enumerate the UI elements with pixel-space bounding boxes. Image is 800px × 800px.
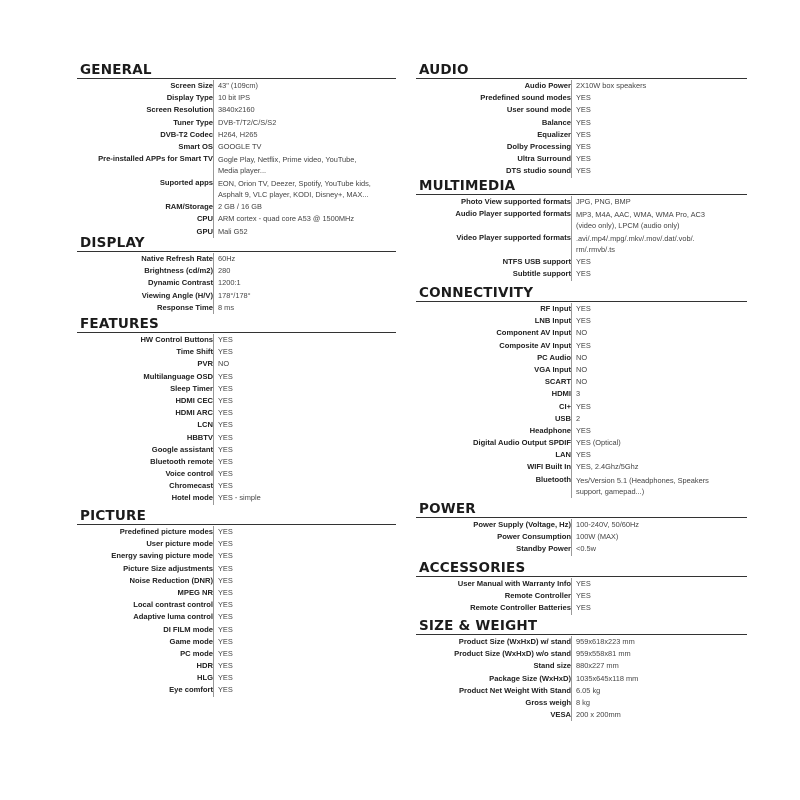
spec-value: YES bbox=[576, 166, 591, 176]
spec-label: HW Control Buttons bbox=[140, 335, 213, 344]
spec-label: Headphone bbox=[529, 425, 571, 435]
spec-label: SCART bbox=[544, 377, 571, 387]
section-title: AUDIO bbox=[419, 62, 469, 78]
spec-row-user-sound-mode bbox=[416, 104, 747, 116]
spec-row-remote-controller-batteries bbox=[416, 602, 747, 614]
spec-label: Digital Audio Output SPDIF bbox=[472, 438, 571, 448]
section-title: POWER bbox=[419, 501, 476, 517]
spec-row-product-net-weight-with-stand bbox=[416, 685, 747, 697]
spec-rows bbox=[416, 578, 747, 615]
spec-value: Gogle Play, Netflix, Prime video, YouTube, Media player... bbox=[218, 155, 357, 176]
spec-label: Remote Controller bbox=[504, 591, 571, 601]
spec-label: Power Consumption bbox=[497, 532, 571, 542]
spec-value: 280 bbox=[218, 266, 231, 276]
spec-rows bbox=[77, 526, 396, 697]
spec-label: DTS studio sound bbox=[506, 166, 571, 176]
spec-value: 200 x 200mm bbox=[576, 710, 621, 720]
spec-value: JPG, PNG, BMP bbox=[576, 197, 631, 206]
spec-value: Mali G52 bbox=[218, 226, 248, 236]
spec-row-hdmi bbox=[416, 388, 747, 400]
spec-row-vesa bbox=[416, 709, 747, 721]
section-title: GENERAL bbox=[80, 62, 152, 78]
spec-row-gross-weigh bbox=[416, 697, 747, 709]
spec-label: MPEG NR bbox=[177, 587, 213, 597]
spec-rows bbox=[416, 303, 747, 498]
spec-value: YES bbox=[576, 340, 591, 350]
spec-row-hbbtv bbox=[77, 432, 396, 444]
spec-value: YES bbox=[218, 371, 233, 381]
spec-value: 959x618x223 mm bbox=[576, 637, 635, 646]
spec-label: Product Size (WxHxD) w/o stand bbox=[454, 649, 571, 659]
spec-row-multilanguage-osd bbox=[77, 371, 396, 383]
spec-value: 8 kg bbox=[576, 697, 590, 707]
spec-value: YES bbox=[576, 304, 591, 313]
section-title: ACCESSORIES bbox=[419, 560, 526, 576]
spec-value: YES bbox=[576, 269, 591, 279]
spec-value: 3840x2160 bbox=[218, 105, 255, 115]
spec-value: YES bbox=[576, 603, 591, 613]
spec-rows bbox=[77, 253, 396, 314]
spec-row-viewing-angle-h-v bbox=[77, 290, 396, 302]
spec-value: YES bbox=[218, 624, 233, 634]
spec-row-user-picture-mode bbox=[77, 538, 396, 550]
spec-label: User Manual with Warranty Info bbox=[457, 579, 571, 588]
section-divider bbox=[77, 332, 396, 333]
spec-value: DVB-T/T2/C/S/S2 bbox=[218, 117, 277, 127]
spec-row-user-manual-with-warranty-info bbox=[416, 578, 747, 590]
spec-row-digital-audio-output-spdif bbox=[416, 437, 747, 449]
spec-value: YES bbox=[218, 420, 233, 430]
section-divider bbox=[416, 576, 747, 577]
spec-value: EON, Orion TV, Deezer, Spotify, YouTube kids, Asphalt 9, VLC player, KODI, Disney+, MAX... bbox=[218, 179, 371, 200]
spec-row-smart-os bbox=[77, 141, 396, 153]
spec-row-picture-size-adjustments bbox=[77, 563, 396, 575]
spec-row-pre-installed-apps-for-smart-tv bbox=[77, 153, 396, 177]
spec-row-pc-audio bbox=[416, 352, 747, 364]
spec-row-dolby-processing bbox=[416, 141, 747, 153]
spec-row-suported-apps bbox=[77, 177, 396, 201]
spec-row-usb bbox=[416, 413, 747, 425]
spec-value: 2X10W box speakers bbox=[576, 81, 647, 90]
spec-row-bluetooth bbox=[416, 474, 747, 498]
spec-rows bbox=[416, 519, 747, 556]
spec-row-energy-saving-picture-mode bbox=[77, 550, 396, 562]
spec-value: YES bbox=[576, 316, 591, 326]
spec-rows bbox=[77, 80, 396, 238]
spec-label: Screen Size bbox=[170, 81, 213, 90]
spec-label: CI+ bbox=[558, 401, 571, 411]
spec-value: 959x558x81 mm bbox=[576, 649, 631, 659]
spec-value: NO bbox=[576, 364, 588, 374]
spec-label: Package Size (WxHxD) bbox=[489, 673, 571, 683]
spec-label: Audio Player supported formats bbox=[455, 209, 571, 219]
spec-label: NTFS USB support bbox=[502, 257, 571, 267]
spec-value: 10 bit IPS bbox=[218, 93, 251, 103]
spec-label: HDMI bbox=[551, 389, 571, 399]
section-divider bbox=[416, 78, 747, 79]
spec-value: YES bbox=[576, 154, 591, 164]
section-divider bbox=[416, 194, 747, 195]
section-title: CONNECTIVITY bbox=[419, 285, 534, 301]
spec-label: Time Shift bbox=[176, 347, 213, 357]
spec-value: 8 ms bbox=[218, 302, 235, 312]
spec-row-hw-control-buttons bbox=[77, 334, 396, 346]
spec-value: YES bbox=[218, 587, 233, 597]
spec-label: Stand size bbox=[533, 661, 571, 671]
spec-label: Brightness (cd/m2) bbox=[144, 266, 213, 276]
spec-row-voice-control bbox=[77, 468, 396, 480]
spec-row-screen-size bbox=[77, 80, 396, 92]
spec-row-balance bbox=[416, 117, 747, 129]
spec-row-dts-studio-sound bbox=[416, 165, 747, 177]
spec-row-hdmi-arc bbox=[77, 407, 396, 419]
spec-row-lan bbox=[416, 449, 747, 461]
spec-value: YES bbox=[576, 425, 591, 435]
spec-row-local-contrast-control bbox=[77, 599, 396, 611]
spec-value: YES bbox=[576, 117, 591, 127]
spec-label: Smart OS bbox=[178, 141, 213, 151]
spec-value: YES bbox=[218, 648, 233, 658]
spec-label: Pre-installed APPs for Smart TV bbox=[98, 154, 213, 164]
spec-row-tuner-type bbox=[77, 117, 396, 129]
spec-label: Product Net Weight With Stand bbox=[458, 685, 571, 695]
spec-label: LAN bbox=[555, 450, 571, 460]
spec-row-lcn bbox=[77, 419, 396, 431]
spec-value: YES bbox=[218, 600, 233, 610]
section-title: SIZE & WEIGHT bbox=[419, 618, 538, 634]
spec-label: Audio Power bbox=[524, 81, 571, 90]
spec-label: Remote Controller Batteries bbox=[470, 603, 571, 613]
section-divider bbox=[416, 517, 747, 518]
spec-row-pvr bbox=[77, 358, 396, 370]
spec-value: YES bbox=[218, 673, 233, 683]
spec-row-subtitle-support bbox=[416, 268, 747, 280]
spec-label: Sleep Timer bbox=[170, 383, 213, 393]
spec-value: 2 bbox=[576, 413, 581, 423]
spec-label: PC Audio bbox=[537, 352, 571, 362]
spec-value: YES bbox=[576, 257, 591, 267]
spec-value: 880x227 mm bbox=[576, 661, 619, 671]
spec-row-video-player-supported-formats bbox=[416, 232, 747, 256]
spec-value: ARM cortex - quad core A53 @ 1500MHz bbox=[218, 214, 355, 224]
spec-row-sleep-timer bbox=[77, 383, 396, 395]
spec-label: WIFI Built In bbox=[527, 462, 571, 472]
spec-label: LNB Input bbox=[534, 316, 571, 326]
spec-label: Screen Resolution bbox=[146, 105, 213, 115]
spec-row-brightness-cd-m2 bbox=[77, 265, 396, 277]
spec-row-vga-input bbox=[416, 364, 747, 376]
spec-value: YES bbox=[576, 105, 591, 115]
spec-row-dynamic-contrast bbox=[77, 277, 396, 289]
spec-label: Subtitle support bbox=[512, 269, 571, 279]
spec-label: USB bbox=[554, 413, 571, 423]
spec-value: NO bbox=[576, 352, 588, 362]
spec-value: 6.05 kg bbox=[576, 685, 601, 695]
spec-value: YES bbox=[218, 444, 233, 454]
spec-label: Eye comfort bbox=[169, 685, 213, 695]
spec-row-game-mode bbox=[77, 636, 396, 648]
spec-label: HLG bbox=[196, 673, 213, 683]
spec-value: YES bbox=[218, 636, 233, 646]
spec-label: DI FILM mode bbox=[163, 624, 213, 634]
spec-value: NO bbox=[218, 359, 230, 369]
spec-value: NO bbox=[576, 377, 588, 387]
spec-label: PVR bbox=[197, 359, 213, 369]
spec-label: GPU bbox=[196, 226, 213, 236]
spec-row-noise-reduction-dnr bbox=[77, 575, 396, 587]
spec-row-hlg bbox=[77, 672, 396, 684]
spec-row-audio-player-supported-formats bbox=[416, 208, 747, 232]
spec-row-power-supply-voltage-hz bbox=[416, 519, 747, 531]
spec-label: Equalizer bbox=[537, 129, 571, 139]
spec-rows bbox=[77, 334, 396, 505]
spec-row-ram-storage bbox=[77, 201, 396, 213]
spec-label: User picture mode bbox=[146, 539, 213, 549]
spec-label: Tuner Type bbox=[173, 117, 213, 127]
spec-label: Balance bbox=[541, 117, 571, 127]
spec-value: YES bbox=[218, 456, 233, 466]
spec-row-composite-av-input bbox=[416, 340, 747, 352]
spec-row-google-assistant bbox=[77, 444, 396, 456]
spec-value: 100W (MAX) bbox=[576, 532, 619, 542]
spec-value: YES bbox=[576, 129, 591, 139]
spec-label: DVB-T2 Codec bbox=[160, 129, 213, 139]
spec-label: Dynamic Contrast bbox=[148, 278, 213, 288]
spec-row-headphone bbox=[416, 425, 747, 437]
section-title: MULTIMEDIA bbox=[419, 178, 516, 194]
spec-label: Bluetooth remote bbox=[150, 456, 213, 466]
spec-row-hdmi-cec bbox=[77, 395, 396, 407]
spec-value: YES bbox=[218, 685, 233, 695]
spec-row-adaptive-luma-control bbox=[77, 611, 396, 623]
spec-label: Power Supply (Voltage, Hz) bbox=[473, 520, 571, 529]
spec-value: <0.5w bbox=[576, 544, 596, 554]
spec-value: YES bbox=[218, 335, 233, 344]
spec-value: YES bbox=[576, 141, 591, 151]
spec-label: Chromecast bbox=[169, 481, 213, 491]
spec-label: RF Input bbox=[540, 304, 571, 313]
spec-row-ci bbox=[416, 401, 747, 413]
spec-label: User sound mode bbox=[506, 105, 571, 115]
spec-value: YES bbox=[576, 93, 591, 103]
spec-value: NO bbox=[576, 328, 588, 338]
spec-value: YES bbox=[218, 563, 233, 573]
section-divider bbox=[77, 251, 396, 252]
spec-value: YES bbox=[576, 450, 591, 460]
spec-value: YES bbox=[218, 612, 233, 622]
spec-label: Noise Reduction (DNR) bbox=[129, 575, 213, 585]
spec-label: HDR bbox=[196, 661, 213, 671]
spec-row-stand-size bbox=[416, 660, 747, 672]
spec-value: YES - simple bbox=[218, 493, 261, 503]
spec-label: HDMI ARC bbox=[175, 408, 213, 418]
spec-row-hotel-mode bbox=[77, 492, 396, 504]
spec-row-eye-comfort bbox=[77, 684, 396, 696]
spec-label: VESA bbox=[550, 710, 571, 720]
spec-label: Multilanguage OSD bbox=[143, 371, 213, 381]
spec-label: PC mode bbox=[180, 648, 213, 658]
spec-value: YES bbox=[576, 591, 591, 601]
section-title: PICTURE bbox=[80, 508, 147, 524]
spec-label: Ultra Surround bbox=[517, 154, 571, 164]
spec-label: Video Player supported formats bbox=[456, 233, 571, 243]
spec-value: MP3, M4A, AAC, WMA, WMA Pro, AC3 (video only), LPCM (audio only) bbox=[576, 210, 705, 231]
spec-label: HBBTV bbox=[186, 432, 213, 442]
spec-row-package-size-wxhxd bbox=[416, 673, 747, 685]
section-divider bbox=[416, 301, 747, 302]
spec-row-native-refresh-rate bbox=[77, 253, 396, 265]
spec-label: Predefined picture modes bbox=[119, 527, 213, 536]
spec-row-di-film-mode bbox=[77, 624, 396, 636]
spec-value: YES bbox=[218, 551, 233, 561]
spec-value: YES bbox=[218, 408, 233, 418]
spec-row-wifi-built-in bbox=[416, 461, 747, 473]
spec-rows bbox=[416, 196, 747, 281]
spec-label: Energy saving picture mode bbox=[111, 551, 213, 561]
section-divider bbox=[416, 634, 747, 635]
spec-value: YES bbox=[218, 481, 233, 491]
spec-row-audio-power bbox=[416, 80, 747, 92]
spec-row-ntfs-usb-support bbox=[416, 256, 747, 268]
spec-value: YES bbox=[218, 575, 233, 585]
spec-label: Predefined sound modes bbox=[480, 93, 571, 103]
spec-label: Native Refresh Rate bbox=[141, 254, 213, 263]
spec-value: 2 GB / 16 GB bbox=[218, 202, 262, 212]
section-divider bbox=[77, 78, 396, 79]
spec-label: Component AV Input bbox=[496, 328, 571, 338]
spec-row-lnb-input bbox=[416, 315, 747, 327]
spec-label: Composite AV Input bbox=[499, 340, 571, 350]
spec-value: YES bbox=[218, 527, 233, 536]
spec-label: Response Time bbox=[157, 302, 213, 312]
spec-label: Viewing Angle (H/V) bbox=[141, 290, 213, 300]
spec-label: Voice control bbox=[165, 469, 213, 479]
section-divider bbox=[77, 524, 396, 525]
spec-value: YES bbox=[218, 395, 233, 405]
spec-value: 3 bbox=[576, 389, 581, 399]
spec-value: YES bbox=[218, 539, 233, 549]
spec-value: YES bbox=[218, 469, 233, 479]
spec-label: Product Size (WxHxD) w/ stand bbox=[458, 637, 571, 646]
spec-row-pc-mode bbox=[77, 648, 396, 660]
spec-value: YES bbox=[576, 401, 591, 411]
spec-value: 100-240V, 50/60Hz bbox=[576, 520, 640, 529]
spec-label: CPU bbox=[196, 214, 213, 224]
spec-row-time-shift bbox=[77, 346, 396, 358]
spec-value: Yes/Version 5.1 (Headphones, Speakers support, gamepad...) bbox=[576, 475, 709, 496]
spec-row-ultra-surround bbox=[416, 153, 747, 165]
spec-label: Standby Power bbox=[516, 544, 571, 554]
spec-rows bbox=[416, 80, 747, 178]
spec-label: Picture Size adjustments bbox=[123, 563, 213, 573]
spec-value: YES bbox=[218, 432, 233, 442]
spec-value: 43" (109cm) bbox=[218, 81, 259, 90]
spec-row-display-type bbox=[77, 92, 396, 104]
spec-row-photo-view-supported-formats bbox=[416, 196, 747, 208]
spec-row-predefined-picture-modes bbox=[77, 526, 396, 538]
spec-row-mpeg-nr bbox=[77, 587, 396, 599]
spec-value: .avi/.mp4/.mpg/.mkv/.mov/.dat/.vob/. rm/.rmvb/.ts bbox=[576, 234, 695, 255]
spec-value: 1035x645x118 mm bbox=[576, 673, 639, 683]
spec-row-chromecast bbox=[77, 480, 396, 492]
spec-label: Bluetooth bbox=[535, 474, 571, 484]
spec-label: Adaptive luma control bbox=[133, 612, 213, 622]
spec-rows bbox=[416, 636, 747, 721]
spec-label: Local contrast control bbox=[133, 600, 213, 610]
spec-label: Photo View supported formats bbox=[461, 197, 571, 206]
spec-value: YES bbox=[218, 347, 233, 357]
section-title: DISPLAY bbox=[80, 235, 145, 251]
spec-row-equalizer bbox=[416, 129, 747, 141]
spec-row-product-size-wxhxd-w-stand bbox=[416, 636, 747, 648]
spec-row-standby-power bbox=[416, 543, 747, 555]
spec-value: GOOGLE TV bbox=[218, 141, 262, 151]
spec-label: Suported apps bbox=[159, 178, 213, 188]
spec-value: 178°/178° bbox=[218, 290, 251, 300]
spec-label: Game mode bbox=[169, 636, 213, 646]
spec-row-screen-resolution bbox=[77, 104, 396, 116]
spec-label: RAM/Storage bbox=[165, 202, 213, 212]
spec-value: 60Hz bbox=[218, 254, 236, 263]
spec-row-remote-controller bbox=[416, 590, 747, 602]
spec-label: Dolby Processing bbox=[506, 141, 571, 151]
spec-label: Google assistant bbox=[151, 444, 213, 454]
spec-value: H264, H265 bbox=[218, 129, 258, 139]
section-title: FEATURES bbox=[80, 316, 159, 332]
spec-value: YES (Optical) bbox=[576, 438, 621, 448]
spec-row-component-av-input bbox=[416, 327, 747, 339]
spec-row-scart bbox=[416, 376, 747, 388]
spec-row-product-size-wxhxd-w-o-stand bbox=[416, 648, 747, 660]
spec-label: LCN bbox=[197, 420, 213, 430]
spec-label: Gross weigh bbox=[525, 697, 571, 707]
spec-row-dvb-t2-codec bbox=[77, 129, 396, 141]
spec-row-cpu bbox=[77, 213, 396, 225]
spec-value: YES bbox=[218, 383, 233, 393]
spec-row-predefined-sound-modes bbox=[416, 92, 747, 104]
spec-row-response-time bbox=[77, 302, 396, 314]
spec-label: Hotel mode bbox=[171, 493, 213, 503]
spec-value: 1200:1 bbox=[218, 278, 241, 288]
spec-row-hdr bbox=[77, 660, 396, 672]
spec-value: YES bbox=[218, 661, 233, 671]
spec-row-bluetooth-remote bbox=[77, 456, 396, 468]
spec-label: HDMI CEC bbox=[175, 395, 213, 405]
spec-label: VGA Input bbox=[534, 364, 571, 374]
spec-label: Display Type bbox=[166, 93, 213, 103]
spec-value: YES, 2.4Ghz/5Ghz bbox=[576, 462, 639, 472]
spec-row-power-consumption bbox=[416, 531, 747, 543]
spec-row-rf-input bbox=[416, 303, 747, 315]
spec-value: YES bbox=[576, 579, 591, 588]
